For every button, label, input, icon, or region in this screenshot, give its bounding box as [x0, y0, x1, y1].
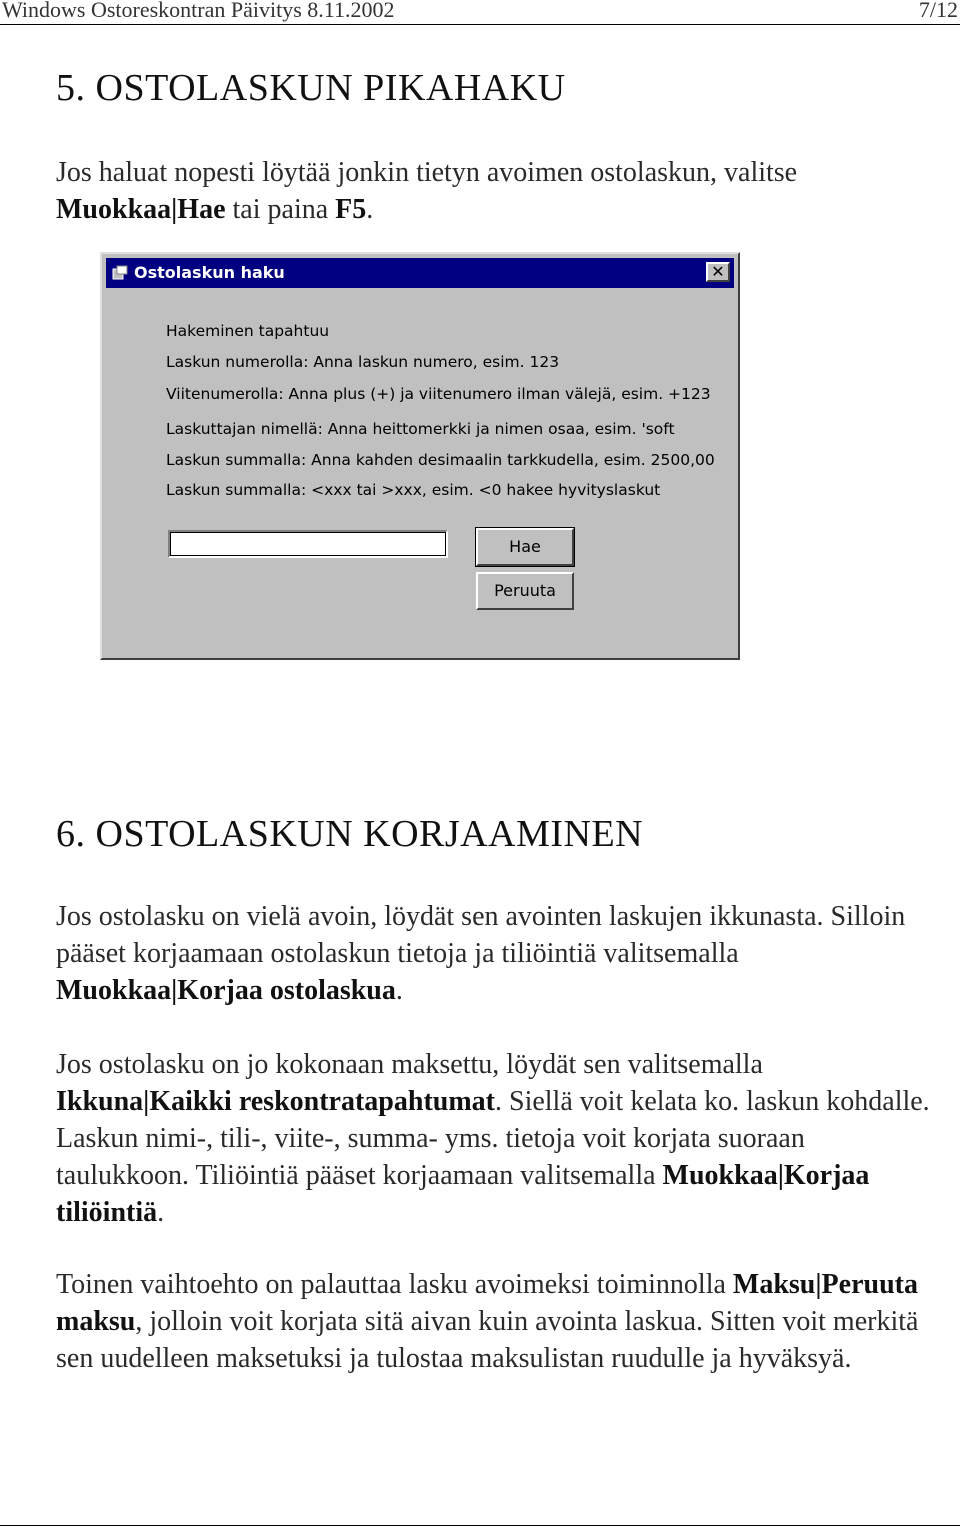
instruction-line: Laskun summalla: <xxx tai >xxx, esim. <0 hakee hyvityslaskut — [166, 481, 661, 499]
page-header — [0, 0, 960, 25]
dialog-title: Ostolaskun haku — [134, 263, 285, 282]
paragraph-text: tai paina — [225, 194, 336, 225]
menu-path: Muokkaa|Hae — [56, 194, 226, 225]
instruction-heading: Hakeminen tapahtuu — [166, 322, 330, 340]
paragraph-text: . — [395, 975, 403, 1006]
paragraph-text: Jos haluat nopesti löytää jonkin tietyn avoimen ostolaskun, valitse — [56, 157, 798, 188]
paragraph-text: , jolloin voit korjata sitä aivan kuin avointa laskua. Sitten voit merkitä sen uudelleen maksetuksi ja tulostaa maksulistan ruudulle ja hyväksyä. — [56, 1306, 919, 1374]
paragraph-text: . — [366, 194, 374, 225]
search-dialog — [100, 252, 740, 660]
page-number: 7/12 — [918, 0, 958, 22]
section-5-heading: 5. OSTOLASKUN PIKAHAKU — [56, 67, 566, 109]
paragraph-text: . — [157, 1197, 165, 1228]
cancel-button[interactable] — [476, 572, 574, 610]
section-6-heading: 6. OSTOLASKUN KORJAAMINEN — [56, 813, 644, 855]
menu-path: Muokkaa|Korjaa tiliöintiä — [56, 1160, 870, 1228]
instruction-line: Viitenumerolla: Anna plus (+) ja viitenumero ilman välejä, esim. +123 — [166, 385, 711, 403]
section-6-paragraph-3 — [56, 1266, 936, 1377]
cancel-button-label: Peruuta — [494, 581, 556, 600]
paragraph-text: Toinen vaihtoehto on palauttaa lasku avoimeksi toiminnolla — [56, 1269, 733, 1300]
menu-path: Muokkaa|Korjaa ostolaskua — [56, 975, 396, 1006]
instruction-line: Laskun numerolla: Anna laskun numero, esim. 123 — [166, 353, 560, 371]
paragraph-text: Jos ostolasku on vielä avoin, löydät sen avointen laskujen ikkunasta. Silloin pääset korjaamaan ostolaskun tietoja ja tiliöintiä valitsemalla — [56, 901, 906, 969]
paragraph-text: Jos ostolasku on jo kokonaan maksettu, löydät sen valitsemalla — [56, 1049, 763, 1080]
search-input[interactable] — [168, 530, 448, 558]
document-title: Windows Ostoreskontran Päivitys 8.11.2002 — [2, 0, 395, 22]
app-icon — [112, 265, 128, 281]
section-5-paragraph — [56, 154, 936, 228]
search-button-label: Hae — [509, 537, 541, 556]
menu-path: Maksu|Peruuta maksu — [56, 1269, 918, 1337]
instruction-line: Laskuttajan nimellä: Anna heittomerkki ja nimen osaa, esim. 'soft — [166, 420, 675, 438]
dialog-titlebar — [106, 258, 734, 288]
instruction-line: Laskun summalla: Anna kahden desimaalin tarkkudella, esim. 2500,00 — [166, 451, 715, 469]
close-button[interactable] — [706, 262, 730, 282]
search-button[interactable] — [476, 528, 574, 566]
section-6-paragraph-2 — [56, 1046, 936, 1231]
paragraph-text: . Siellä voit kelata ko. laskun kohdalle. Laskun nimi-, tili-, viite-, summa- yms. tietoja voit korjata suoraan taulukkoon. Tiliöintiä pääset korjaamaan valitsemalla — [56, 1086, 930, 1191]
footer-rule — [0, 1525, 960, 1526]
menu-path: Ikkuna|Kaikki reskontratapahtumat — [56, 1086, 495, 1117]
close-icon: ✕ — [711, 262, 725, 281]
section-6-paragraph-1 — [56, 898, 936, 1009]
shortcut-key: F5 — [335, 194, 367, 225]
